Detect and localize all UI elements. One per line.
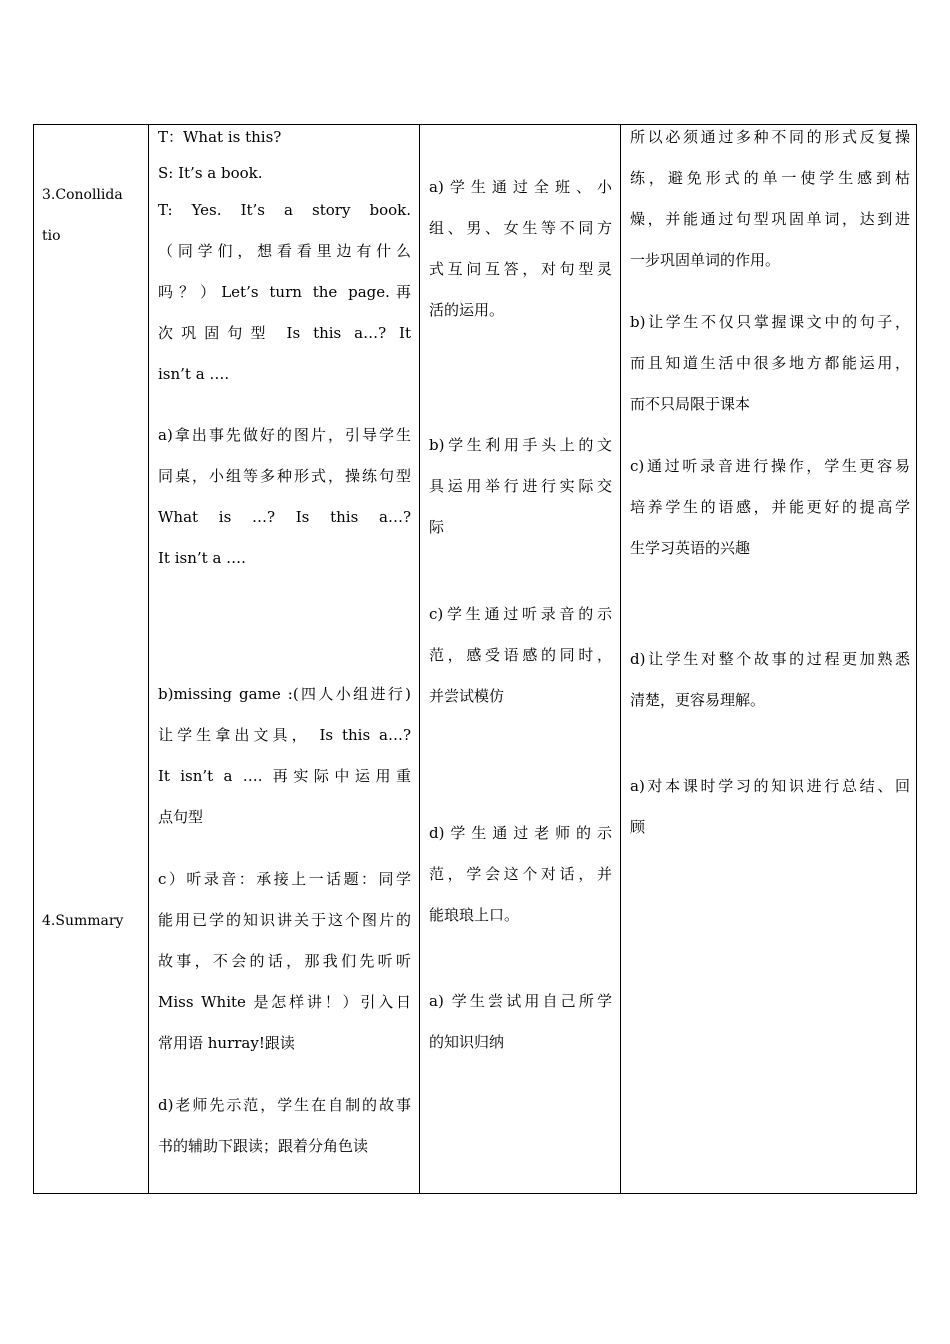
intent-a-line: 燥，并能通过句型巩固单词，达到进	[630, 210, 910, 228]
intent-a-line: 一步巩固单词的作用。	[630, 251, 781, 269]
student-activity-column	[429, 125, 612, 1193]
student-b-line: b)学生利用手头上的文	[429, 436, 612, 454]
student-a-line: 组、男、女生等不同方	[429, 219, 612, 237]
student-d-line: d)学生通过老师的示	[429, 824, 612, 842]
activity-c-line: c）听录音：承接上一话题：同学	[158, 870, 411, 888]
column-divider	[620, 125, 621, 1193]
stage-4-label: 4.Summary	[42, 913, 124, 929]
student-b-line: 具运用举行进行实际交	[429, 477, 612, 495]
intent-d-line: 清楚，更容易理解。	[630, 691, 766, 709]
student-a-line: a)学生通过全班、小	[429, 178, 612, 196]
dialog-line: T：What is this?	[158, 128, 282, 146]
activity-d-line: 书的辅助下跟读；跟着分角色读	[158, 1137, 369, 1155]
student-a-line: 活的运用。	[429, 301, 505, 319]
intent-c-line: 生学习英语的兴趣	[630, 539, 751, 557]
activity-a-line: What is …? Is this a…?	[158, 508, 411, 526]
teacher-activity-column	[158, 125, 411, 1193]
activity-c-line: 故事，不会的话，那我们先听听	[158, 952, 411, 970]
student-d-line: 范，学会这个对话，并	[429, 865, 612, 883]
activity-c-line: 常用语 hurray!跟读	[158, 1034, 295, 1052]
activity-a-line: a)拿出事先做好的图片，引导学生	[158, 426, 411, 444]
activity-b-line: It isn’t a …. 再实际中运用重	[158, 767, 411, 785]
design-intent-column	[630, 125, 910, 1193]
intent-d-line: d)让学生对整个故事的过程更加熟悉	[630, 650, 910, 668]
intent-c-line: 培养学生的语感，并能更好的提高学	[630, 498, 910, 516]
student-c-line: 范，感受语感的同时，	[429, 646, 612, 664]
column-divider	[148, 125, 149, 1193]
dialog-line: 吗？）Let’s turn the page.再	[158, 283, 411, 301]
activity-d-line: d)老师先示范，学生在自制的故事	[158, 1096, 411, 1114]
activity-a-line: 同桌，小组等多种形式，操练句型	[158, 467, 411, 485]
student-a-line: 式互问互答，对句型灵	[429, 260, 612, 278]
student-c-line: 并尝试模仿	[429, 687, 505, 705]
dialog-line: （同学们，想看看里边有什么	[158, 242, 411, 260]
student-b-line: 际	[429, 518, 445, 536]
activity-b-line: 点句型	[158, 808, 204, 826]
dialog-line: S: It’s a book.	[158, 164, 263, 182]
intent-a-line: 练，避免形式的单一使学生感到枯	[630, 169, 910, 187]
stage-column	[42, 125, 146, 1193]
intent-b-line: b)让学生不仅只掌握课文中的句子，	[630, 313, 910, 331]
activity-a-line: It isn’t a ….	[158, 549, 246, 567]
student-summary-line: 的知识归纳	[429, 1033, 505, 1051]
dialog-line: T: Yes. It’s a story book.	[158, 201, 411, 219]
intent-b-line: 而不只局限于课本	[630, 395, 751, 413]
intent-summary-line: 顾	[630, 818, 646, 836]
column-divider	[419, 125, 420, 1193]
intent-b-line: 而且知道生活中很多地方都能运用，	[630, 354, 910, 372]
student-d-line: 能琅琅上口。	[429, 906, 520, 924]
intent-c-line: c)通过听录音进行操作，学生更容易	[630, 457, 910, 475]
activity-b-line: b)missing game :(四人小组进行)	[158, 685, 411, 703]
student-summary-line: a) 学生尝试用自己所学	[429, 992, 612, 1010]
activity-c-line: 能用已学的知识讲关于这个图片的	[158, 911, 411, 929]
intent-summary-line: a)对本课时学习的知识进行总结、回	[630, 777, 910, 795]
dialog-line: isn’t a ….	[158, 365, 230, 383]
lesson-plan-table	[33, 124, 917, 1194]
stage-3-line-2: tio	[42, 228, 61, 244]
stage-3-line-1: 3.Conollida	[42, 187, 123, 203]
dialog-line: 次巩固句型 Is this a…? It	[158, 324, 411, 342]
intent-a-line: 所以必须通过多种不同的形式反复操	[630, 128, 910, 146]
activity-b-line: 让学生拿出文具， Is this a…?	[158, 726, 411, 744]
activity-c-line: Miss White 是怎样讲！）引入日	[158, 993, 411, 1011]
student-c-line: c)学生通过听录音的示	[429, 605, 612, 623]
